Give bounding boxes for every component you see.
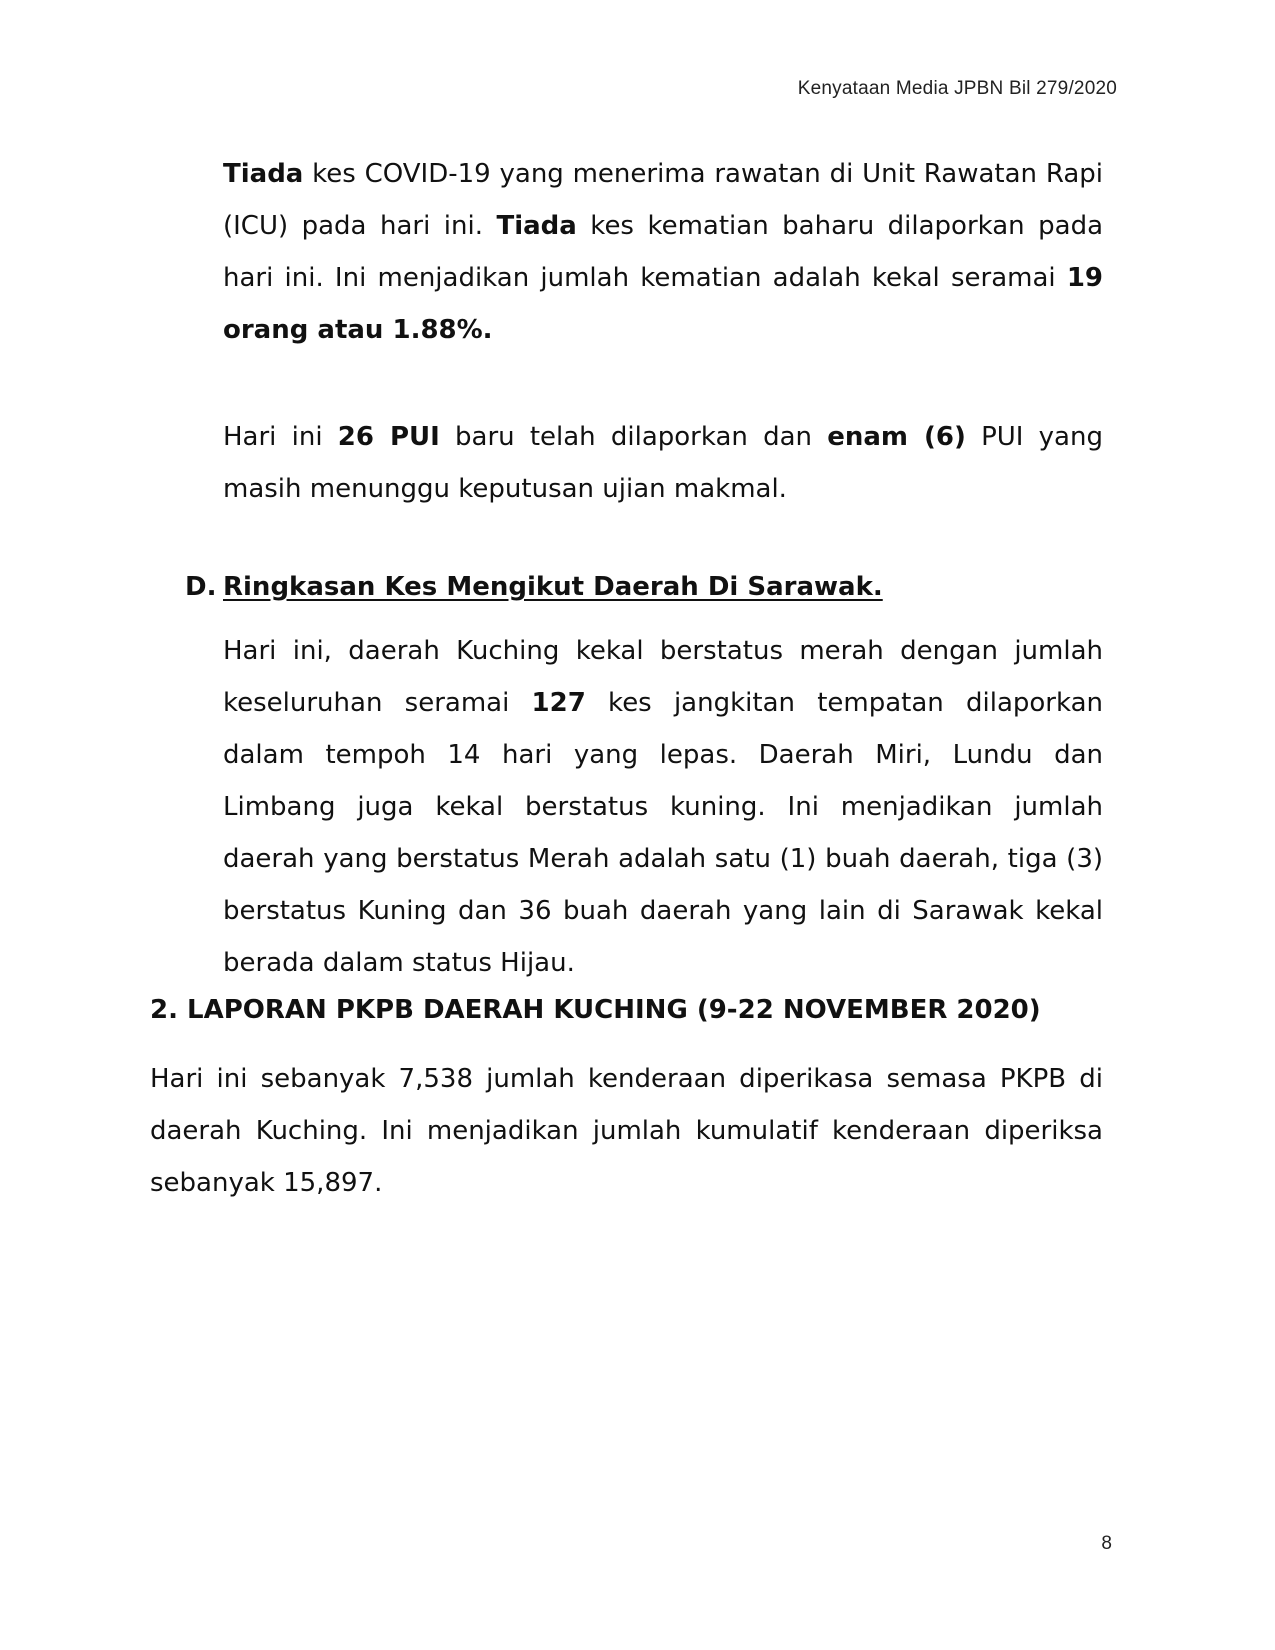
paragraph-text: kes jangkitan tempatan dilaporkan dalam tempoh 14 hari yang lepas. Daerah Miri, Lundu dan Limbang juga kekal berstatus kuning. Ini menjadikan jumlah daerah yang berstatus Merah adalah satu (1) buah daerah, tiga (3) berstatus Kuning dan 36 buah daerah yang lain di Sarawak kekal berada dalam status Hijau. <box>223 688 1104 978</box>
bold-text: 19 orang atau 1.88%. <box>223 263 1103 345</box>
section-heading-d <box>185 569 883 605</box>
paragraph-text: baru telah dilaporkan dan <box>439 422 828 452</box>
paragraph-pui <box>223 411 1103 515</box>
bold-text: enam (6) <box>827 422 966 452</box>
section-heading-2: 2. LAPORAN PKPB DAERAH KUCHING (9-22 NOVEMBER 2020) <box>150 995 1041 1025</box>
page-number: 8 <box>1101 1533 1112 1554</box>
paragraph-text: PUI yang masih menunggu keputusan ujian makmal. <box>223 422 1103 504</box>
bold-text: Tiada <box>496 211 577 241</box>
paragraph-text: kes COVID-19 yang menerima rawatan di Unit Rawatan Rapi (ICU) pada hari ini. <box>223 159 1103 241</box>
section-title: Ringkasan Kes Mengikut Daerah Di Sarawak. <box>223 572 883 602</box>
bold-text: Tiada <box>223 159 304 189</box>
paragraph-pkpb-report: Hari ini sebanyak 7,538 jumlah kenderaan diperikasa semasa PKPB di daerah Kuching. Ini menjadikan jumlah kumulatif kenderaan diperiksa sebanyak 15,897. <box>150 1064 1103 1198</box>
section-letter: D. <box>185 572 217 602</box>
paragraph-text: kes kematian baharu dilaporkan pada hari ini. Ini menjadikan jumlah kematian adalah kekal seramai <box>223 211 1104 293</box>
bold-text: 127 <box>531 688 586 718</box>
paragraph-icu-deaths <box>223 148 1103 356</box>
bold-text: 26 PUI <box>337 422 440 452</box>
document-header: Kenyataan Media JPBN Bil 279/2020 <box>797 78 1117 99</box>
paragraph-text: Hari ini <box>223 422 338 452</box>
paragraph-text: Hari ini, daerah Kuching kekal berstatus merah dengan jumlah keseluruhan seramai <box>223 636 1103 718</box>
paragraph-district-summary <box>223 625 1103 989</box>
